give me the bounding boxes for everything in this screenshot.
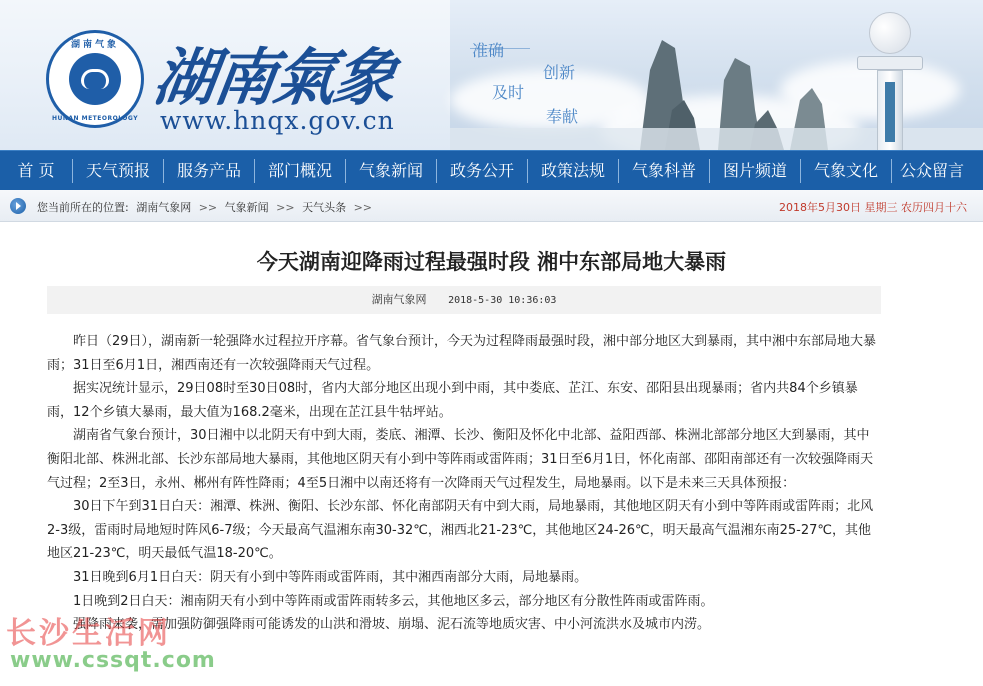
article-meta — [47, 286, 881, 314]
slogan-dedicate: 奉献 — [546, 107, 579, 126]
breadcrumb-prefix: 您当前所在的位置: — [37, 201, 129, 214]
nav-science-popularization[interactable]: 气象科普 — [631, 160, 696, 180]
article-paragraph: 31日晚到6月1日白天：阴天有小到中等阵雨或雷阵雨，其中湘西南部分大雨，局地暴雨。 — [73, 569, 588, 585]
article-paragraph: 强降雨来袭，需加强防御强降雨可能诱发的山洪和滑坡、崩塌、泥石流等地质灾害、中小河流洪水及城市内涝。 — [73, 617, 711, 633]
article-paragraph: 1日晚到2日白天：湘南阴天有小到中等阵雨或雷阵雨转多云，其他地区多云，部分地区有分散性阵雨或雷阵雨。 — [73, 593, 714, 609]
radar-tower-illustration — [855, 12, 925, 150]
nav-service-products[interactable]: 服务产品 — [176, 160, 241, 180]
nav-policies-regulations[interactable]: 政策法规 — [540, 160, 605, 180]
breadcrumb-separator: >> — [198, 201, 218, 214]
article-paragraph: 据实况统计显示，29日08时至30日08时，省内大部分地区出现小到中雨，其中娄底、芷江、东安、邵阳县出现暴雨；省内共84个乡镇暴雨，12个乡镇大暴雨，最大值为168.2毫米，出现在芷江县牛牯坪站。 — [47, 381, 858, 420]
nav-government-affairs[interactable]: 政务公开 — [449, 160, 514, 180]
nav-public-message[interactable]: 公众留言 — [899, 160, 964, 180]
nav-weather-news[interactable]: 气象新闻 — [358, 160, 423, 180]
slogan-timely: 及时 — [492, 83, 525, 102]
watermark-url: www.cssqt.com — [10, 648, 216, 673]
current-date: 2018年5月30日 星期三 农历四月十六 — [779, 201, 967, 214]
header-banner — [0, 0, 983, 150]
breadcrumb-separator: >> — [353, 201, 373, 214]
main-nav — [0, 150, 983, 190]
slogan-accurate: 准确 — [472, 41, 505, 60]
article-body — [47, 330, 881, 637]
breadcrumb-separator: >> — [276, 201, 295, 214]
location-arrow-icon — [10, 198, 26, 214]
slogan-innovate: 创新 — [543, 63, 576, 82]
breadcrumb-link-home[interactable]: 湖南气象网 — [136, 201, 192, 214]
article-source: 湖南气象网 — [371, 293, 427, 306]
nav-department-overview[interactable]: 部门概况 — [267, 160, 332, 180]
nav-weather-forecast[interactable]: 天气预报 — [85, 160, 150, 180]
article-time: 2018-5-30 10:36:03 — [448, 295, 557, 306]
breadcrumb-bar — [0, 190, 983, 222]
nav-picture-channel[interactable]: 图片频道 — [722, 160, 787, 180]
breadcrumb-link-news[interactable]: 气象新闻 — [224, 201, 269, 214]
logo-top-text: 湖南气象 — [70, 40, 119, 50]
article-paragraph: 昨日（29日），湖南新一轮强降水过程拉开序幕。省气象台预计，今天为过程降雨最强时段，湘中部分地区大到暴雨，其中湘中东部局地大暴雨；31日至6月1日，湘西南还有一次较强降雨天气过程。 — [47, 334, 877, 373]
watermark-text: 长沙生活网 — [6, 616, 171, 651]
breadcrumb-link-headlines[interactable]: 天气头条 — [302, 201, 347, 214]
logo-bottom-text: HUNAN METEOROLOGY — [51, 115, 139, 122]
nav-home[interactable]: 首 页 — [17, 160, 55, 180]
article-paragraph: 30日下午到31日白天：湘潭、株洲、衡阳、长沙东部、怀化南部阴天有中到大雨，局地暴雨，其他地区阴天有小到中等阵雨或雷阵雨；北风2-3级，雷雨时局地短时阵风6-7级；今天最高气温湘东南30-32℃，湘西北21-23℃，其他地区24-26℃，明天最高气温湘东南25-27℃，其他地区21-23℃，明天最低气温18-20℃。 — [47, 499, 874, 562]
article-title: 今天湖南迎降雨过程最强时段 湘中东部局地大暴雨 — [256, 250, 727, 274]
breadcrumb — [37, 199, 376, 215]
nav-meteorological-culture[interactable]: 气象文化 — [813, 160, 878, 180]
site-title: 湖南氣象 — [149, 41, 400, 114]
article-paragraph: 湖南省气象台预计，30日湘中以北阴天有中到大雨，娄底、湘潭、长沙、衡阳及怀化中北部、益阳西部、株洲北部部分地区大到暴雨，其中衡阳北部、株洲北部、长沙东部局地大暴雨，其他地区阴天有小到中等阵雨或雷阵雨；31日至6月1日，怀化南部、邵阳南部还有一次较强降雨天气过程；2至3日，永州、郴州有阵性降雨；4至5日湘中以南还将有一次降雨天气过程发生，局地暴雨。以下是未来三天具体预报： — [47, 428, 874, 491]
site-logo[interactable] — [46, 30, 144, 128]
site-url: www.hnqx.gov.cn — [160, 106, 395, 135]
cloud-swirl-icon — [81, 69, 109, 89]
